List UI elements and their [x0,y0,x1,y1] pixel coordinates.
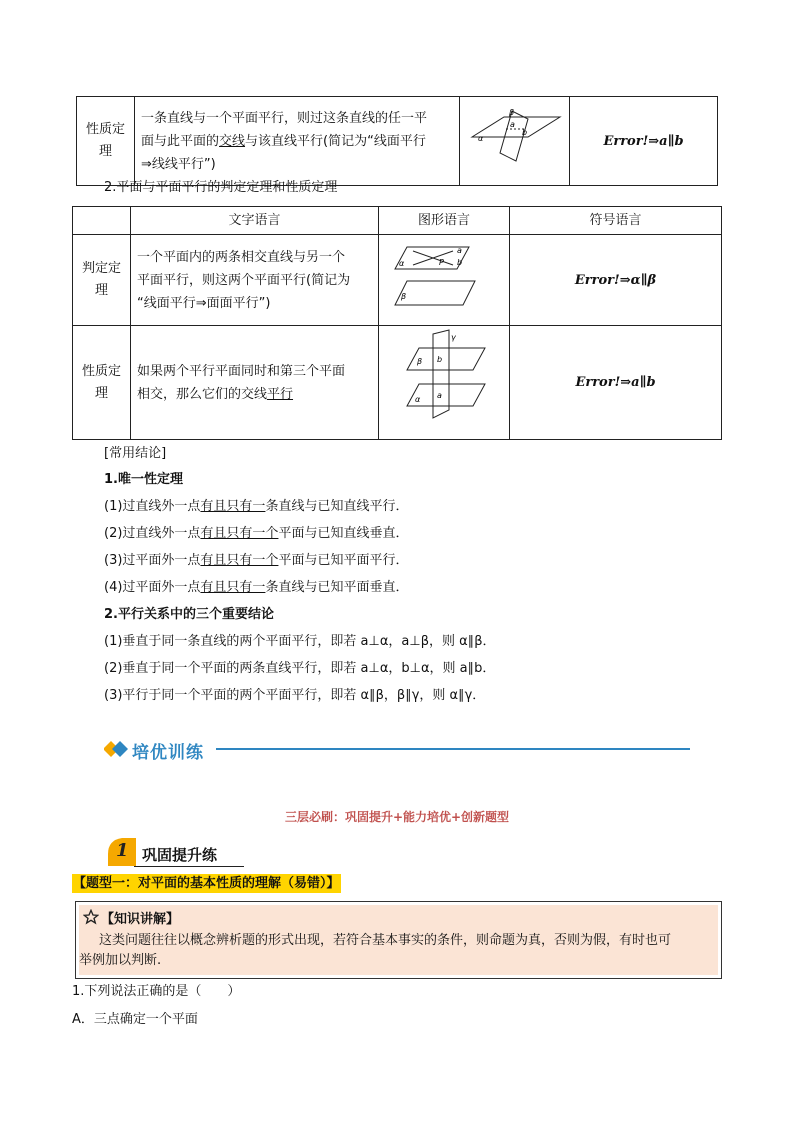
text-line: 一个平面内的两条相交直线与另一个 [137,249,346,265]
knowledge-box [75,901,722,979]
conclusions-heading: [常用结论] [104,446,167,461]
label-alpha: α [478,134,484,143]
banner-rule [216,748,690,750]
text-line: “线面平行⇒面面平行”) [137,295,271,311]
table-plane-plane-parallel [72,206,722,440]
label-beta: β [401,292,407,301]
question-stem: 1.下列说法正确的是（ ） [72,984,241,999]
label-a: a [437,391,442,400]
label-b: b [522,128,528,137]
label-P: P [439,258,444,267]
conclusion-item: (3)平行于同一个平面的两个平面平行，即若 α∥β，β∥γ，则 α∥γ． [104,688,486,703]
level-underline [134,866,244,867]
knowledge-body-line: 这类问题往往以概念辨析题的形式出现，若符合基本事实的条件，则命题为真，否则为假，有时也可 [99,933,672,948]
label-beta: β [509,108,515,117]
figure-cell [379,235,510,326]
banner [104,738,694,763]
level-header [104,836,244,868]
diamond-icon [104,739,130,759]
header-text: 文字语言 [131,207,379,235]
subheading-uniqueness: 1.唯一性定理 [104,472,183,487]
knowledge-body-line: 举例加以判断. [79,953,162,968]
text-line: 一条直线与一个平面平行，则过这条直线的任一平 [141,110,428,126]
header-empty [73,207,131,235]
level-label: 巩固提升练 [142,846,218,864]
figure-cell [379,326,510,440]
plane-plane-property-figure [379,326,510,431]
row-name: 性质定理 [85,122,125,159]
knowledge-box-fill [79,905,718,975]
plane-plane-judgement-figure [379,235,510,317]
conclusion-item: (2)过直线外一点有且只有一个平面与已知直线垂直． [104,526,409,541]
level-number: 1 [116,840,129,861]
text-line: 面与此平面的交线与该直线平行(简记为“线面平行 [141,133,426,149]
figure-cell [460,97,570,186]
label-a: a [510,120,515,129]
star-icon [83,909,99,925]
question-option-a: A．三点确定一个平面 [72,1012,198,1027]
type-tag: 【题型一：对平面的基本性质的理解（易错）】 [73,876,340,891]
label-b: b [457,258,463,267]
row-name: 性质定理 [81,363,121,401]
knowledge-title: 【知识讲解】 [101,912,180,927]
label-b: b [437,355,443,364]
conclusion-item: (1)过直线外一点有且只有一条直线与已知直线平行． [104,499,409,514]
text-line: 如果两个平行平面同时和第三个平面 [137,363,346,379]
subtitle: 三层必刷：巩固提升+能力培优+创新题型 [284,810,510,824]
row-name-cell [73,235,131,326]
label-alpha: α [399,259,405,268]
row-text-cell [131,235,379,326]
conclusion-item: (2)垂直于同一个平面的两条直线平行，即若 a⊥α，b⊥α，则 a∥b． [104,661,496,676]
row-name-cell [77,97,135,186]
symbol-cell: Error!⇒a∥b [510,326,722,440]
banner-title: 培优训练 [132,743,204,763]
row-name: 判定定理 [81,261,121,298]
subheading-parallel: 2.平行关系中的三个重要结论 [104,607,274,622]
symbol-cell: Error!⇒a∥b [570,97,718,186]
line-plane-parallel-figure [460,97,570,177]
row-text-cell [131,326,379,440]
symbol-cell: Error!⇒α∥β [510,235,722,326]
conclusion-item: (3)过平面外一点有且只有一个平面与已知平面平行． [104,553,409,568]
conclusion-item: (4)过平面外一点有且只有一条直线与已知平面垂直． [104,580,409,595]
header-symbol: 符号语言 [510,207,722,235]
section-title: 2.平面与平面平行的判定定理和性质定理 [104,180,338,195]
conclusion-item: (1)垂直于同一条直线的两个平面平行，即若 a⊥α，a⊥β，则 α∥β． [104,634,496,649]
row-name-cell [73,326,131,440]
label-alpha: α [415,395,421,404]
row-text-cell [135,97,460,186]
text-line: ⇒线线平行”) [141,156,216,172]
text-line: 平面平行，则这两个平面平行(简记为 [137,272,351,288]
header-figure: 图形语言 [379,207,510,235]
label-a: a [457,246,462,255]
text-line: 相交，那么它们的交线平行 [137,386,294,402]
label-gamma: γ [451,333,456,342]
table-property-line-plane [76,96,718,186]
label-beta: β [417,357,423,366]
